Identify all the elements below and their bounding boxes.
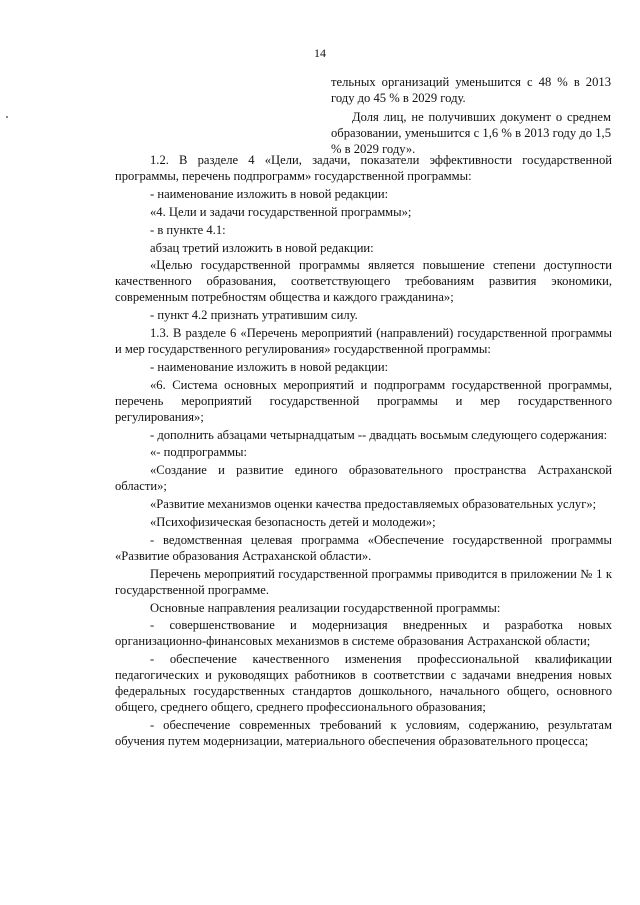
paragraph: - ведомственная целевая программа «Обеспечение государственной программы «Развитие образования Астраханской области». [115,532,612,563]
paragraph: - в пункте 4.1: [150,222,226,237]
continued-paragraph: тельных организаций уменьшится с 48 % в 2013 году до 45 % в 2029 году. [331,75,611,105]
paragraph: - наименование изложить в новой редакции: [150,186,389,201]
paragraph: 1.3. В разделе 6 «Перечень мероприятий (направлений) государственной программы и мер государственного регулирования» государственной программы: [115,326,612,356]
paragraph: - дополнить абзацами четырнадцатым -- двадцать восьмым следующего содержания: [150,427,608,442]
paragraph: Основные направления реализации государственной программы: [150,600,501,615]
paragraph: «Создание и развитие единого образовательного пространства Астраханской области»; [115,463,612,494]
paragraph: - совершенствование и модернизация внедренных и разработка новых организационно-финансовых механизмов в системе образования Астраханской области; [115,618,612,649]
paragraph: - наименование изложить в новой редакции: [150,359,389,374]
document-body [115,153,612,752]
paragraph: «Целью государственной программы является повышение степени доступности качественного образования, соответствующего требованиям развития экономики, современным потребностям общества и каждого гражданина»; [115,258,612,305]
paragraph: абзац третий изложить в новой редакции: [150,240,374,255]
paragraph: «6. Система основных мероприятий и подпрограмм государственной программы, перечень мероприятий государственной программы и мер государственного регулирования»; [115,377,612,424]
continued-paragraph: Доля лиц, не получивших документ о среднем образовании, уменьшится с 1,6 % в 2013 году до 1,5 % в 2029 году». [331,110,611,156]
paragraph: «4. Цели и задачи государственной программы»; [150,204,412,219]
scan-mark [6,116,8,118]
paragraph: «Развитие механизмов оценки качества предоставляемых образовательных услуг»; [150,497,597,512]
page-number: 14 [314,46,326,60]
paragraph: «- подпрограммы: [150,445,248,460]
paragraph: - пункт 4.2 признать утратившим силу. [150,308,358,323]
continued-text-block [331,74,611,160]
paragraph: - обеспечение современных требований к условиям, содержанию, результатам обучения путем модернизации, материального обеспечения образовательного процесса; [115,717,612,748]
paragraph: «Психофизическая безопасность детей и молодежи»; [150,515,436,530]
paragraph: Перечень мероприятий государственной программы приводится в приложении № 1 к государственной программе. [115,566,612,597]
paragraph: 1.2. В разделе 4 «Цели, задачи, показатели эффективности государственной программы, перечень подпрограмм» государственной программы: [115,153,612,183]
paragraph: - обеспечение качественного изменения профессиональной квалификации педагогических и руководящих работников в соответствии с задачами внедрения новых федеральных государственных стандартов дошкольного, начального общего, основного общего, среднего общего, среднего профессионального образования; [115,652,612,714]
